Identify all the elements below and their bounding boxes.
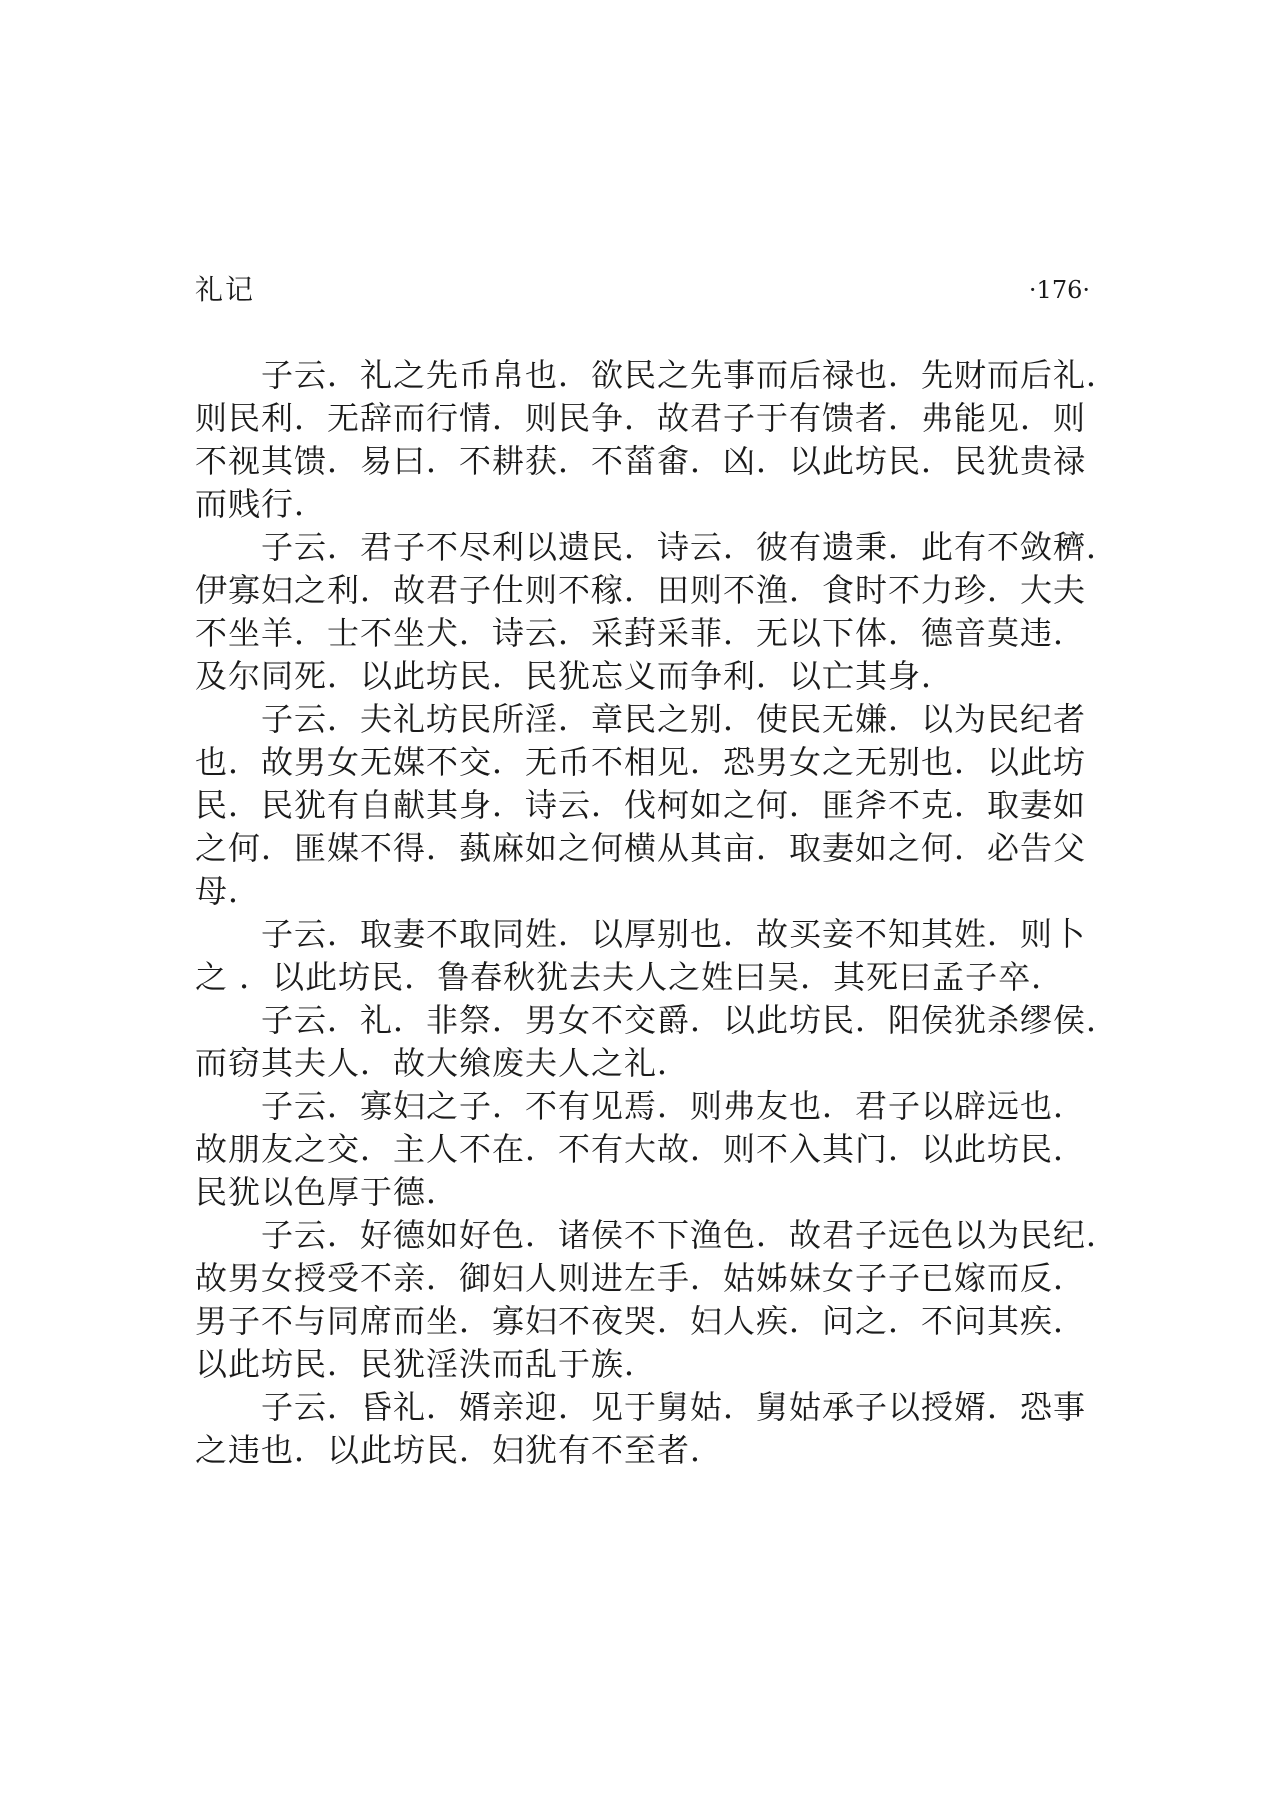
text-line: 母． <box>195 872 262 910</box>
text-line: 子云．寡妇之子．不有见焉．则弗友也．君子以辟远也． <box>261 1087 1087 1125</box>
text-line: 之何．匪媒不得．蓺麻如之何横从其亩．取妻如之何．必告父 <box>195 829 1087 867</box>
text-line: 而贱行． <box>195 485 328 523</box>
text-line: 而窃其夫人．故大飨废夫人之礼． <box>195 1044 691 1082</box>
text-line: 子云．礼之先币帛也．欲民之先事而后禄也．先财而后礼． <box>261 356 1120 394</box>
text-line: 也．故男女无媒不交．无币不相见．恐男女之无别也．以此坊 <box>195 743 1087 781</box>
text-line: 子云．昏礼．婿亲迎．见于舅姑．舅姑承子以授婿．恐事 <box>261 1388 1087 1426</box>
text-line: 故男女授受不亲．御妇人则进左手．姑姊妹女子子已嫁而反． <box>195 1259 1087 1297</box>
paragraph <box>195 526 1120 698</box>
text-line: 子云．君子不尽利以遗民．诗云．彼有遗秉．此有不敛穧． <box>261 528 1120 566</box>
text-line: 及尔同死．以此坊民．民犹忘义而争利．以亡其身． <box>195 657 955 695</box>
text-line: 子云．好德如好色．诸侯不下渔色．故君子远色以为民纪． <box>261 1216 1120 1254</box>
text-line: 则民利．无辞而行情．则民争．故君子于有馈者．弗能见．则 <box>195 399 1087 437</box>
text-line: 子云．礼．非祭．男女不交爵．以此坊民．阳侯犹杀缪侯． <box>261 1001 1120 1039</box>
text-line: 民犹以色厚于德． <box>195 1173 460 1211</box>
text-line: 以此坊民．民犹淫泆而乱于族． <box>195 1345 658 1383</box>
text-line: 伊寡妇之利．故君子仕则不稼．田则不渔．食时不力珍．大夫 <box>195 571 1087 609</box>
paragraph <box>195 999 1120 1085</box>
text-line: 之 ．以此坊民．鲁春秋犹去夫人之姓曰吴．其死曰孟子卒． <box>195 958 1065 996</box>
page-body <box>195 354 1120 1472</box>
text-line: 子云．取妻不取同姓．以厚别也．故买妾不知其姓．则卜 <box>261 915 1087 953</box>
page-number: ·176· <box>1028 276 1090 304</box>
text-line: 故朋友之交．主人不在．不有大故．则不入其门．以此坊民． <box>195 1130 1087 1168</box>
text-line: 之违也．以此坊民．妇犹有不至者． <box>195 1431 724 1469</box>
paragraph <box>195 1386 1090 1472</box>
paragraph <box>195 1214 1120 1386</box>
paragraph <box>195 354 1120 526</box>
paragraph <box>195 913 1090 999</box>
page-header <box>195 270 1090 310</box>
text-line: 不视其馈．易曰．不耕获．不菑畬．凶．以此坊民．民犹贵禄 <box>195 442 1087 480</box>
book-title: 礼记 <box>195 273 256 306</box>
paragraph <box>195 698 1090 913</box>
text-line: 不坐羊．士不坐犬．诗云．采葑采菲．无以下体．德音莫违． <box>195 614 1087 652</box>
paragraph <box>195 1085 1090 1214</box>
text-line: 民．民犹有自献其身．诗云．伐柯如之何．匪斧不克．取妻如 <box>195 786 1087 824</box>
text-line: 男子不与同席而坐．寡妇不夜哭．妇人疾．问之．不问其疾． <box>195 1302 1087 1340</box>
text-line: 子云．夫礼坊民所淫．章民之别．使民无嫌．以为民纪者 <box>261 700 1087 738</box>
